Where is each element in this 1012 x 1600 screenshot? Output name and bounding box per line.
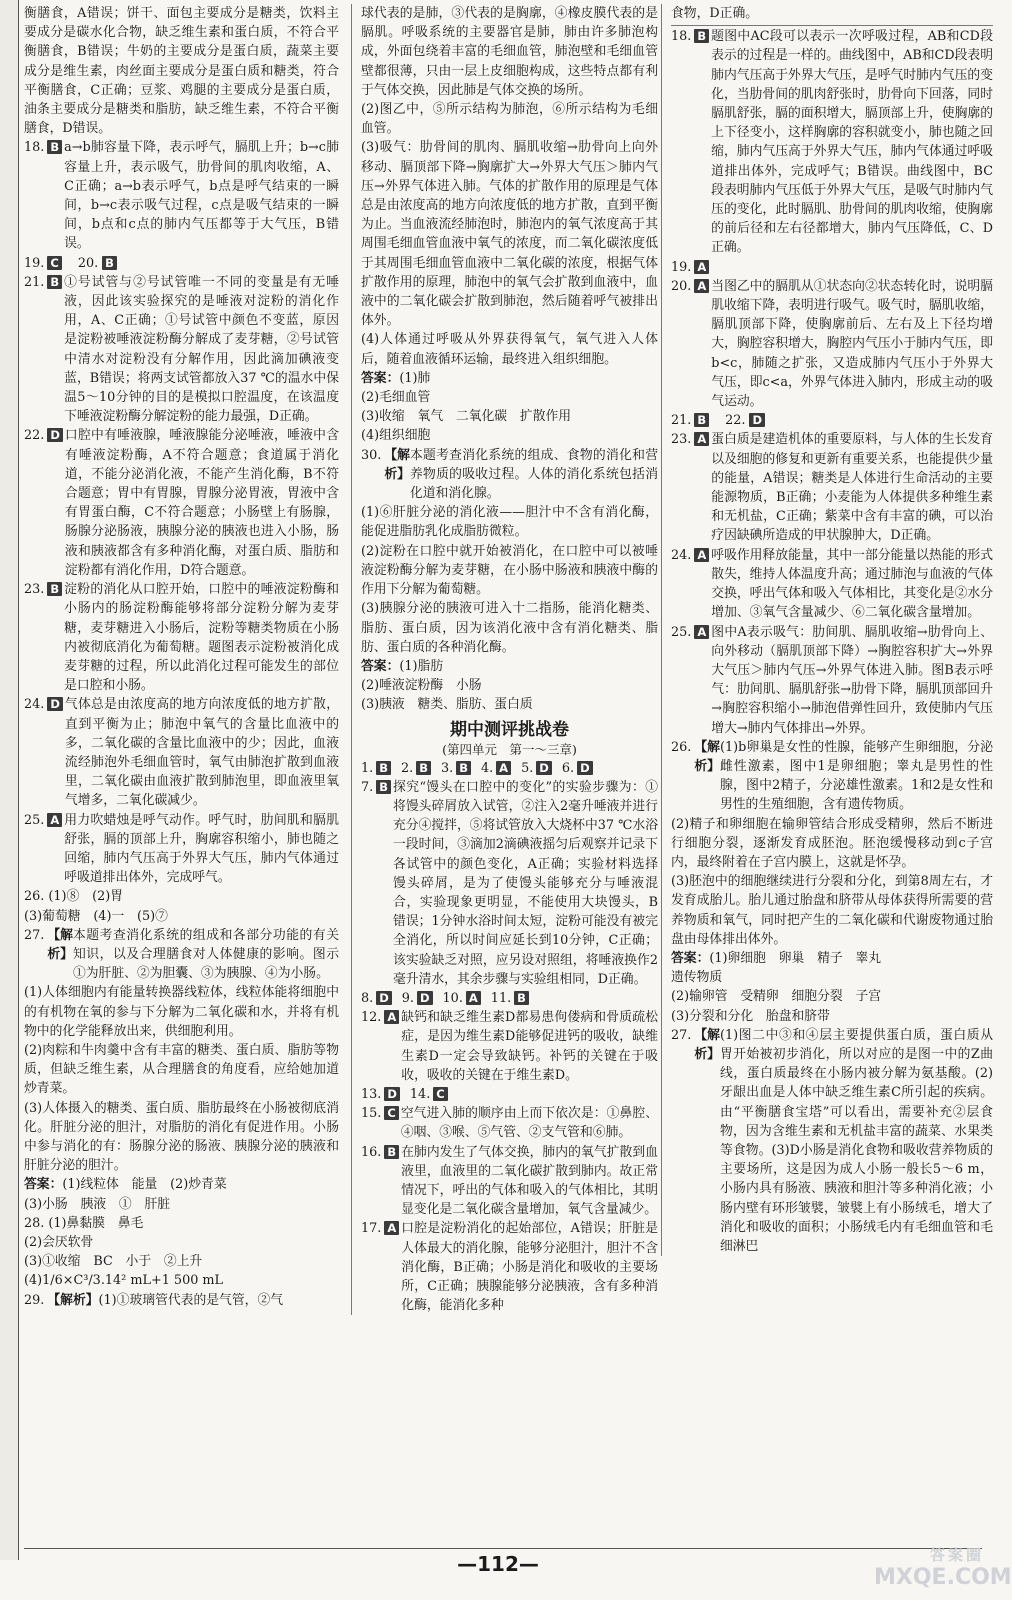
question-item — [24, 811, 339, 888]
paragraph-text: 遗传物质 — [671, 970, 723, 986]
answer-badge: B — [694, 29, 709, 43]
answer-badge: B — [416, 761, 431, 775]
answer-badge: B — [376, 780, 391, 794]
text-paragraph — [24, 983, 339, 1041]
text-paragraph — [671, 872, 993, 949]
question-item — [24, 695, 339, 810]
question-item — [24, 138, 339, 253]
question-number: 23. — [24, 582, 45, 598]
paragraph-text: (3)胰液 糖类、脂肪、蛋白质 — [361, 697, 533, 713]
question-text: 本题考查消化系统的组成和各部分功能的有关知识，以及合理膳食对人体健康的影响。图示①为肝脏、②为胆囊、③为胰腺、④为小肠。 — [72, 927, 339, 982]
answer-badge: D — [47, 428, 63, 442]
answer-badge: D — [536, 761, 552, 775]
answer-badge: A — [466, 991, 481, 1005]
answer-badge: C — [47, 256, 61, 270]
question-number: 30. — [361, 447, 382, 463]
answer-badge: B — [102, 256, 117, 270]
answer-badge: A — [384, 1221, 399, 1235]
paragraph-text: (3)葡萄糖 (4)一 (5)⑦ — [24, 908, 168, 924]
text-paragraph — [361, 599, 658, 657]
text-paragraph — [671, 987, 993, 1006]
answer-badge: A — [694, 625, 709, 639]
question-number: 21. — [671, 413, 692, 429]
answer-badge: A — [694, 260, 709, 274]
paragraph-text: (2)输卵管 受精卵 细胞分裂 子宫 — [671, 989, 882, 1005]
question-item — [361, 1008, 658, 1085]
question-text: 22. — [725, 413, 746, 429]
answer-badge: 【解析】 — [384, 447, 410, 482]
question-item — [24, 926, 339, 984]
text-paragraph — [361, 426, 658, 445]
paragraph-text: (1)肺 — [399, 370, 431, 386]
question-text: a→b肺容量下降，表示呼气，膈肌上升；b→c肺容量上升，表示吸气，肋骨间的肌肉收缩，A、C正确；a→b表示呼气，b点是呼气结束的一瞬间，b→c表示吸气过程，c点是吸气结束的一瞬间，b点和c点的肺内气压都等于大气压，B错误。 — [64, 140, 339, 252]
paragraph-text: (2)精子和卵细胞在输卵管结合形成受精卵，然后不断进行细胞分裂，逐渐发育成胚泡。胚泡缓慢移动到c子宫内，最终附着在子宫内膜上，这就是怀孕。 — [671, 816, 993, 870]
answer-badge: A — [496, 761, 511, 775]
answer-badge: D — [749, 413, 765, 427]
question-item — [24, 1291, 339, 1310]
question-item — [24, 273, 339, 427]
answer-badge: 【解析】 — [47, 1292, 99, 1308]
question-number: 14. — [409, 1086, 431, 1102]
answer-badge: A — [47, 813, 62, 827]
question-number: 24. — [671, 547, 692, 563]
paragraph-text: (3)吸气：肋骨间的肌肉、膈肌收缩→肋骨向上向外移动、膈顶部下降→胸廓扩大→外界大气压＞肺内气压→外界气体进入肺。气体的扩散作用的原理是气体总是由浓度高的地方向浓度低的地方扩散，直到平衡为止。当血液流经肺泡时，肺泡内的氧气浓度高于其周围毛细血管血液中氧气的浓度，而二氧化碳浓度低于其周围毛细血管血液中二氧化碳的浓度，根据气体扩散作用的原理，肺泡中的氧气会扩散到血液中，血液中的二氧化碳会扩散到肺泡，然后随着呼气被排出体外。 — [361, 140, 658, 329]
answer-badge: C — [433, 1087, 447, 1101]
question-text: ①号试管与②号试管唯一不同的变量是有无唾液，因此该实验探究的是唾液对淀粉的消化作用，A、C正确；①号试管中颜色不变蓝，原因是淀粉被唾液淀粉酶分解成了麦芽糖，②号试管中清水对淀粉没有分解作用，因此滴加碘液变蓝，B错误；将两支试管都放入37 ℃的温水中保温5～10分钟的目的是模拟口腔温度，在该温度下唾液淀粉酶分解淀粉的能力最强，D正确。 — [64, 274, 339, 425]
question-text: 空气进入肺的顺序由上而下依次是：①鼻腔、④咽、③喉、⑤气管、②支气管和⑥肺。 — [400, 1106, 658, 1141]
answer-badge: A — [694, 432, 709, 446]
paragraph-text: (1)线粒体 能量 (2)炒青菜 — [62, 1177, 227, 1193]
question-text: 蛋白质是建造机体的重要原料，与人体的生长发育以及细胞的修复和更新有重要关系，也能提供少量的能量，A错误；糖类是人体进行生命活动的主要能源物质，B正确；小麦能为人体提供多种维生素和无机盐，C正确；紫菜中含有丰富的碘，可以治疗因缺碘所造成的甲状腺肿大，D正确。 — [711, 432, 993, 544]
question-number: 22. — [24, 428, 45, 444]
question-item — [671, 1026, 993, 1256]
question-number: 18. — [671, 29, 692, 45]
answer-badge: D — [376, 991, 392, 1005]
paragraph-text: (2)肉粽和牛肉羹中含有丰富的糖类、蛋白质、脂肪等物质，但缺乏维生素，从合理膳食的角度看，应给她加道炒青菜。 — [24, 1042, 339, 1097]
question-text: 缺钙和缺乏维生素D都易患佝偻病和骨质疏松症，是因为维生素D能够促进钙的吸收，缺维生素D一定会导致缺钙。补钙的关键在于吸收，吸收的关键在于维生素D。 — [401, 1010, 658, 1083]
question-item — [361, 778, 658, 989]
answer-badge: B — [376, 761, 391, 775]
question-number: 7. — [361, 779, 374, 795]
text-paragraph — [361, 676, 658, 695]
question-text: 本题考查消化系统的组成、食物的消化和营养物质的吸收过程。人体的消化系统包括消化道和消化腺。 — [409, 447, 658, 502]
answer-badge: B — [384, 1145, 399, 1159]
question-text: 探究“馒头在口腔中的变化”的实验步骤为：①将馒头碎屑放入试管，②注入2毫升唾液并进行充分④搅拌，⑤将试管放入大烧杯中37 ℃水浴一段时间，③滴加2滴碘液摇匀后观察并记录下各试管中的颜色变化，A正确；实验材料选择馒头碎屑，是为了使馒头能够充分与唾液混合，实验现象更明显，不能使用大块馒头，B错误；1分钟水浴时间太短，淀粉可能没有被完全消化，所以时间应延长到10分钟，C正确；该实验缺乏对照，应另设对照组，将唾液换作2毫升清水，其余步骤与实验组相同，D正确。 — [392, 779, 658, 987]
column-middle — [351, 4, 658, 1315]
question-number: 29. — [24, 1292, 45, 1308]
question-text: (1)b卵巢是女性的性腺，能够产生卵细胞，分泌雌性激素，图中1是卵细胞；睾丸是男性的性腺，图中2精子，分泌雄性激素。1和2是女性和男性的生殖细胞，含有遗传物质。 — [719, 739, 993, 813]
question-number: 3. — [440, 760, 454, 776]
question-number: 5. — [521, 760, 534, 776]
text-paragraph — [24, 1041, 339, 1099]
column-left — [24, 4, 339, 1310]
answer-label: 答案： — [24, 1177, 63, 1193]
question-number: 15. — [361, 1106, 382, 1122]
question-number: 10. — [442, 990, 463, 1006]
question-text: 20. — [77, 255, 99, 271]
page-number: —112— — [457, 1552, 539, 1576]
text-paragraph — [671, 4, 993, 23]
text-paragraph — [361, 369, 658, 388]
answer-badge: B — [47, 275, 62, 289]
answer-badge: B — [694, 413, 709, 427]
choice-answers-row — [361, 1085, 658, 1104]
answer-badge: D — [47, 697, 63, 711]
question-item — [671, 623, 993, 738]
choice-answers-row — [361, 759, 658, 778]
answer-badge: B — [47, 140, 62, 154]
answer-label: 答案： — [361, 370, 400, 386]
answer-label: 答案： — [361, 658, 400, 674]
question-text: 题图中AC段可以表示一次呼吸过程，AB和CD段表示的过程是一样的。曲线图中，AB和CD段表明肺内气压高于外界大气压，是呼气时肺内气压的变化，当肋骨间的肌肉舒张时，肋骨向下回落，同时膈肌舒张，膈的面积增大，膈顶部上升，使胸廓的上下径变小，这样胸廓的容积就变小，肺也随之回缩，肺内气压高于外界大气压，肺内气体通过呼吸道排出体外，完成呼气；B错误。曲线图中，BC段表明肺内气压低于外界大气压，是吸气时肺内气压的变化，此时膈肌、肋骨间的肌肉收缩，使胸廓的前后径和左右径都增大，肺内气压降低，C、D正确。 — [711, 29, 993, 256]
text-paragraph — [361, 695, 658, 714]
text-paragraph — [24, 907, 339, 926]
question-item — [671, 411, 993, 430]
question-number: 27. — [24, 927, 45, 943]
watermark-en: MXQE.COM — [874, 1565, 1012, 1590]
question-number: 25. — [671, 624, 692, 640]
text-paragraph — [671, 815, 993, 873]
paragraph-text: 28. (1)鼻黏膜 鼻毛 — [24, 1215, 144, 1231]
question-item — [671, 738, 993, 815]
answer-badge: B — [456, 761, 471, 775]
question-number: 21. — [24, 274, 45, 290]
question-number: 19. — [24, 255, 45, 271]
paragraph-text: (2)唾液淀粉酶 小肠 — [361, 678, 482, 694]
section-subtitle: (第四单元 第一～三章) — [442, 741, 577, 757]
watermark-cn: 答案圈 — [929, 1546, 984, 1564]
question-number: 1. — [361, 760, 374, 776]
text-paragraph — [24, 1233, 339, 1252]
paragraph-text: (2)毛细血管 — [361, 390, 431, 406]
question-number: 17. — [361, 1221, 382, 1237]
question-text: 口腔中有唾液腺，唾液腺能分泌唾液，唾液中含有唾液淀粉酶，A不符合题意；食道属于消化道，不能分泌消化液，不能产生消化酶，B不符合题意；胃中有胃腺，胃腺分泌胃液，胃液中含有胃蛋白酶，C不符合题意；小肠壁上有肠腺，肠腺分泌肠液，胰腺分泌的胰液也进入小肠，肠液和胰液都含有多种消化酶，对蛋白质、脂肪和淀粉都有消化作用，D符合题意。 — [64, 428, 339, 578]
answer-badge: 【解析】 — [694, 1027, 720, 1062]
text-paragraph — [361, 4, 658, 100]
question-item — [671, 546, 993, 623]
text-paragraph — [24, 887, 339, 906]
question-number: 27. — [671, 1027, 692, 1043]
question-number: 19. — [671, 259, 692, 275]
answer-badge: A — [384, 1010, 399, 1024]
text-paragraph — [361, 138, 658, 330]
question-item — [361, 1104, 658, 1142]
answer-badge: D — [577, 761, 593, 775]
answer-badge: A — [694, 279, 709, 293]
paragraph-text: (3)分裂和分化 胎盘和脐带 — [671, 1008, 830, 1024]
watermark-logo — [874, 1544, 1012, 1594]
question-number: 16. — [361, 1144, 382, 1160]
question-number: 18. — [24, 140, 45, 156]
answer-badge: B — [47, 582, 62, 596]
column-right — [661, 4, 993, 1256]
question-number: 24. — [24, 697, 45, 713]
answer-badge: 【解析】 — [694, 739, 720, 774]
question-number: 9. — [401, 990, 414, 1006]
question-number: 25. — [24, 812, 45, 828]
question-item — [24, 254, 339, 273]
question-number: 13. — [361, 1086, 382, 1102]
question-item — [24, 580, 339, 695]
text-paragraph — [361, 100, 658, 138]
question-number: 20. — [671, 278, 692, 294]
text-paragraph — [24, 1195, 339, 1214]
question-text: 呼吸作用释放能量，其中一部分能量以热能的形式散失，维持人体温度升高；通过肺泡与血液的气体交换，呼出气体和吸入气体相比，其变化是②水分增加、③氧气含量减少、⑥二氧化碳含量增加。 — [711, 547, 993, 621]
text-paragraph — [671, 1007, 993, 1026]
question-text: 淀粉的消化从口腔开始，口腔中的唾液淀粉酶和小肠内的肠淀粉酶能够将部分淀粉分解为麦芽糖，麦芽糖进入小肠后，淀粉等糖类物质在小肠内被彻底消化为葡萄糖。题图表示淀粉被消化成麦芽糖的过程，所以此消化过程可能发生的部位是口腔和小肠。 — [64, 582, 339, 694]
question-number: 2. — [400, 760, 414, 776]
text-paragraph — [361, 542, 658, 600]
text-paragraph — [361, 388, 658, 407]
paragraph-text: (2)淀粉在口腔中就开始被消化，在口腔中可以被唾液淀粉酶分解为麦芽糖，在小肠中肠液和胰液中酶的作用下分解为葡萄糖。 — [361, 543, 658, 598]
question-item — [671, 258, 993, 277]
question-text: 当图乙中的膈肌从①状态向②状态转化时，说明膈肌收缩下降，表明进行吸气。吸气时，膈肌收缩，膈肌顶部下降，使胸廓前后、左右及上下径均增大，胸腔容积增大，胸腔内气压小于肺内气压，即b<c，肺随之扩张，又造成肺内气压小于外界大气压，即c<a，外界气体进入肺内，形成主动的吸气运动。 — [711, 278, 993, 410]
question-number: 8. — [361, 990, 374, 1006]
answer-badge: 【解析】 — [47, 927, 73, 962]
question-number: 6. — [561, 760, 575, 776]
choice-answers-row — [361, 989, 658, 1008]
paragraph-text: (1)人体细胞内有能量转换器线粒体，线粒体能将细胞中的有机物在氧的参与下分解为二氧化碳和水，并将有机物中的化学能释放出来，供细胞利用。 — [24, 985, 339, 1039]
question-item — [671, 25, 993, 257]
question-item — [361, 1143, 658, 1220]
question-text: 口腔是淀粉消化的起始部位，A错误；肝脏是人体最大的消化腺，能够分泌胆汁，胆汁不含消化酶，B正确；小肠是消化和吸收的主要场所，C正确；胰腺能够分泌胰液，含有多种消化酶，能消化多种 — [401, 1221, 658, 1314]
question-text: (1)图二中③和④层主要提供蛋白质，蛋白质从胃开始被初步消化，所以对应的是图一中的Z曲线，蛋白质最终在小肠内被分解为氨基酸。(2)牙龈出血是人体中缺乏维生素C所引起的疾病。由“平衡膳食宝塔”可以看出，需要补充②层食物，因为含维生素和无机盐丰富的蔬菜、水果类等食物。(3)D小肠是消化食物和吸收营养物质的主要场所，这是因为成人小肠一般长5～6 m，小肠内具有肠液、胰液和胆汁等多种消化液；小肠内壁有环形皱襞，皱襞上有小肠绒毛，增大了消化和吸收的面积；小肠绒毛内有毛细血管和毛细淋巴 — [719, 1027, 993, 1254]
paragraph-text: (4)组织细胞 — [361, 428, 431, 444]
text-paragraph — [361, 407, 658, 426]
text-paragraph — [24, 4, 339, 138]
paragraph-text: 衡膳食，A错误；饼干、面包主要成分是糖类，饮料主要成分是碳水化合物，缺乏维生素和蛋白质，不符合平衡膳食，B错误；牛奶的主要成分是蛋白质，蔬菜主要成分是维生素，肉丝面主要成分是蛋白质和糖类，符合平衡膳食，C正确；豆浆、鸡腿的主要成分是蛋白质，油条主要成分是糖类和脂肪，缺乏维生素，不符合平衡膳食，D错误。 — [24, 6, 339, 137]
question-text: 气体总是由浓度高的地方向浓度低的地方扩散，直到平衡为止；肺泡中氧气的含量比血液中的多，二氧化碳的含量比血液中的少；因此，血液流经肺泡外毛细血管时，氧气由肺泡扩散到血液里，二氧化碳由血液扩散到肺泡里，即血液里氧气增多，二氧化碳减少。 — [64, 697, 339, 809]
paragraph-text: (1)⑥肝脏分泌的消化液——胆汁中不含有消化酶，能促进脂肪乳化成脂肪微粒。 — [361, 505, 658, 540]
paragraph-text: (2)会厌软骨 — [24, 1235, 94, 1250]
paragraph-text: (3)①收缩 BC 小于 ②上升 — [24, 1254, 203, 1270]
answer-badge: C — [384, 1106, 398, 1120]
question-number: 4. — [480, 760, 494, 776]
question-number: 23. — [671, 432, 692, 448]
question-text: 在肺内发生了气体交换，肺内的氧气扩散到血液里，血液里的二氧化碳扩散到肺内。故正常情况下，呼出的气体和吸入的气体相比，其明显变化是二氧化碳含量增加，氧气含量减少。 — [401, 1144, 658, 1218]
question-number: 11. — [490, 990, 512, 1006]
paragraph-text: 食物，D正确。 — [671, 6, 759, 21]
paragraph-text: (3)人体摄入的糖类、蛋白质、脂肪最终在小肠被彻底消化。肝脏分泌的胆汁，对脂肪的消化有促进作用。小肠中参与消化的有：肠腺分泌的肠液、胰腺分泌的胰液和肝脏分泌的胆汁。 — [24, 1100, 339, 1174]
question-item — [361, 446, 658, 504]
text-paragraph — [24, 1271, 339, 1290]
paragraph-text: (1)脂肪 — [399, 658, 444, 674]
paragraph-text: (3)胰腺分泌的胰液可进入十二指肠，能消化糖类、脂肪、蛋白质，因为该消化液中含有消化糖类、脂肪、蛋白质的各种消化酶。 — [361, 601, 658, 655]
question-item — [671, 430, 993, 545]
binding-margin — [0, 0, 19, 1560]
question-item — [361, 1219, 658, 1315]
question-item — [671, 277, 993, 411]
paragraph-text: (1)卵细胞 卵巢 精子 睾丸 — [709, 950, 882, 966]
question-text: 图中A表示吸气：肋间肌、膈肌收缩→肋骨向上、向外移动（膈肌顶部下降）→胸腔容积扩大→外界大气压＞肺内气压→外界气体进入肺。图B表示呼气：肋间肌、膈肌舒张→肋骨下降，膈肌顶部回升→胸腔容积缩小→肺泡借弹性回升，致使肺内气压增大→肺内气体排出→外界。 — [711, 624, 993, 736]
answer-badge: B — [514, 991, 529, 1005]
question-number: 12. — [361, 1010, 382, 1026]
paragraph-text: (3)收缩 氧气 二氧化碳 扩散作用 — [361, 409, 572, 425]
text-paragraph — [361, 503, 658, 541]
paragraph-text: 26. (1)⑧ (2)胃 — [24, 889, 124, 905]
text-paragraph — [361, 330, 658, 368]
paragraph-text: (2)图乙中，⑤所示结构为肺泡，⑥所示结构为毛细血管。 — [361, 102, 658, 137]
question-text: 用力吹蜡烛是呼气动作。呼气时，肋间肌和膈肌舒张，膈的顶部上升，胸廓容积缩小，肺也随之回缩，肺内气压高于外界大气压，肺内气体通过呼吸道排出体外，完成呼气。 — [64, 812, 339, 886]
paragraph-text: (4)人体通过呼吸从外界获得氧气，氧气进入人体后，随着血液循环运输，最终进入组织细胞。 — [361, 332, 658, 367]
text-paragraph — [24, 1214, 339, 1233]
text-paragraph — [24, 1175, 339, 1194]
section-title: 期中测评挑战卷 — [450, 719, 569, 740]
answer-label: 答案： — [671, 950, 710, 966]
text-paragraph — [361, 657, 658, 676]
footer-rule — [24, 1548, 982, 1549]
question-text: (1)①玻璃管代表的是气管，②气 — [98, 1292, 284, 1308]
paragraph-text: 球代表的是肺，③代表的是胸廓，④橡皮膜代表的是膈肌。呼吸系统的主要器官是肺，肺由许多肺泡构成，外面包绕着丰富的毛细血管，肺泡壁和毛细血管壁都很薄，只由一层上皮细胞构成，这些特点都有利于气体交换，因此肺是气体交换的场所。 — [361, 6, 658, 98]
question-number: 26. — [671, 739, 692, 755]
text-paragraph — [671, 968, 993, 987]
paragraph-text: (3)小肠 胰液 ① 肝脏 — [24, 1196, 171, 1212]
text-paragraph — [24, 1099, 339, 1176]
paragraph-text: (3)胚泡中的细胞继续进行分裂和分化，到第8周左右，才发育成胎儿。胎儿通过胎盘和脐带从母体获得所需要的营养物质和氧气，同时把产生的二氧化碳和代谢废物通过胎盘由母体排出体外。 — [671, 874, 993, 947]
question-item — [24, 426, 339, 580]
text-paragraph — [671, 949, 993, 968]
answer-badge: D — [417, 991, 433, 1005]
paragraph-text: (4)1/6×C³/3.14² mL+1 500 mL — [24, 1273, 224, 1289]
answer-badge: D — [384, 1087, 400, 1101]
answer-badge: A — [694, 548, 709, 562]
text-paragraph — [24, 1252, 339, 1271]
